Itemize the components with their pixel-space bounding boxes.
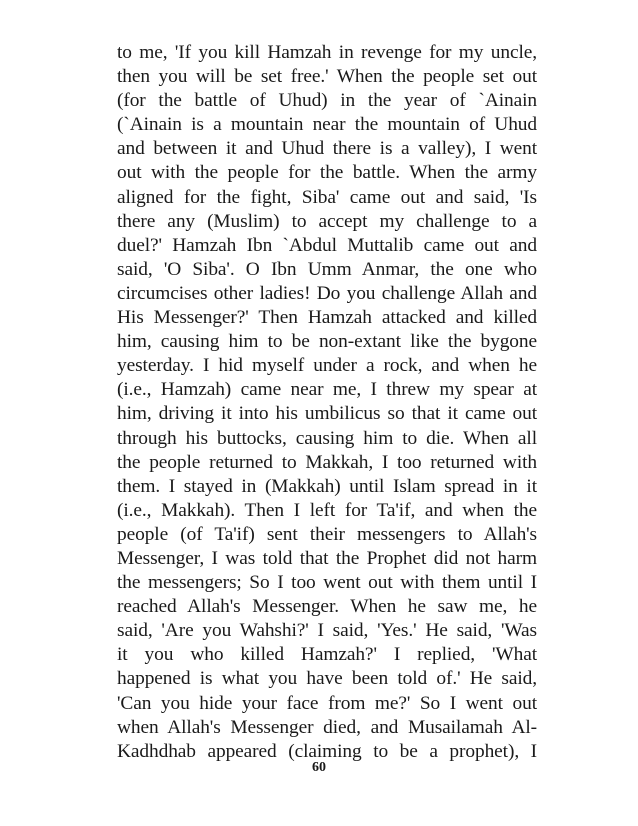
text-line: and between it and Uhud there is a valley), I went [117, 138, 537, 160]
body-text [117, 41, 537, 764]
text-line: said, 'Are you Wahshi?' I said, 'Yes.' He said, 'Was [117, 620, 537, 642]
text-line: them. I stayed in (Makkah) until Islam spread in it [117, 475, 537, 497]
text-line: to me, 'If you kill Hamzah in revenge for my uncle, [117, 42, 537, 63]
text-line: reached Allah's Messenger. When he saw me, he [117, 596, 537, 618]
text-line: him, driving it into his umbilicus so that it came out [117, 403, 537, 425]
text-line: the messengers; So I too went out with them until I [117, 572, 537, 594]
text-line: (for the battle of Uhud) in the year of `Ainain [117, 90, 537, 112]
text-line: His Messenger?' Then Hamzah attacked and killed [117, 307, 537, 329]
text-line: (`Ainain is a mountain near the mountain of Uhud [117, 114, 537, 136]
text-line: yesterday. I hid myself under a rock, and when he [117, 355, 537, 377]
text-line: 'Can you hide your face from me?' So I went out [117, 692, 537, 714]
text-line: duel?' Hamzah Ibn `Abdul Muttalib came out and [117, 234, 537, 256]
text-line: (i.e., Hamzah) came near me, I threw my spear at [117, 379, 537, 401]
text-line: happened is what you have been told of.' He said, [117, 668, 537, 690]
text-line: him, causing him to be non-extant like the bygone [117, 331, 537, 353]
text-line: it you who killed Hamzah?' I replied, 'What [117, 644, 537, 666]
text-line: Kadhdhab appeared (claiming to be a prophet), I [117, 740, 537, 762]
text-line: Messenger, I was told that the Prophet did not harm [117, 547, 537, 569]
text-line: aligned for the fight, Siba' came out and said, 'Is [117, 186, 537, 208]
text-line: said, 'O Siba'. O Ibn Umm Anmar, the one who [117, 258, 537, 280]
text-line: there any (Muslim) to accept my challenge to a [117, 210, 537, 232]
text-line: out with the people for the battle. When the army [117, 162, 537, 184]
text-line: through his buttocks, causing him to die. When all [117, 427, 537, 449]
page-number: 60 [312, 760, 326, 775]
text-line: (i.e., Makkah). Then I left for Ta'if, and when the [117, 499, 537, 521]
text-line: when Allah's Messenger died, and Musailamah Al- [117, 716, 537, 738]
text-line: then you will be set free.' When the people set out [117, 66, 537, 88]
text-line: people (of Ta'if) sent their messengers to Allah's [117, 523, 537, 545]
text-line: circumcises other ladies! Do you challenge Allah and [117, 282, 537, 304]
text-line: the people returned to Makkah, I too returned with [117, 451, 537, 473]
